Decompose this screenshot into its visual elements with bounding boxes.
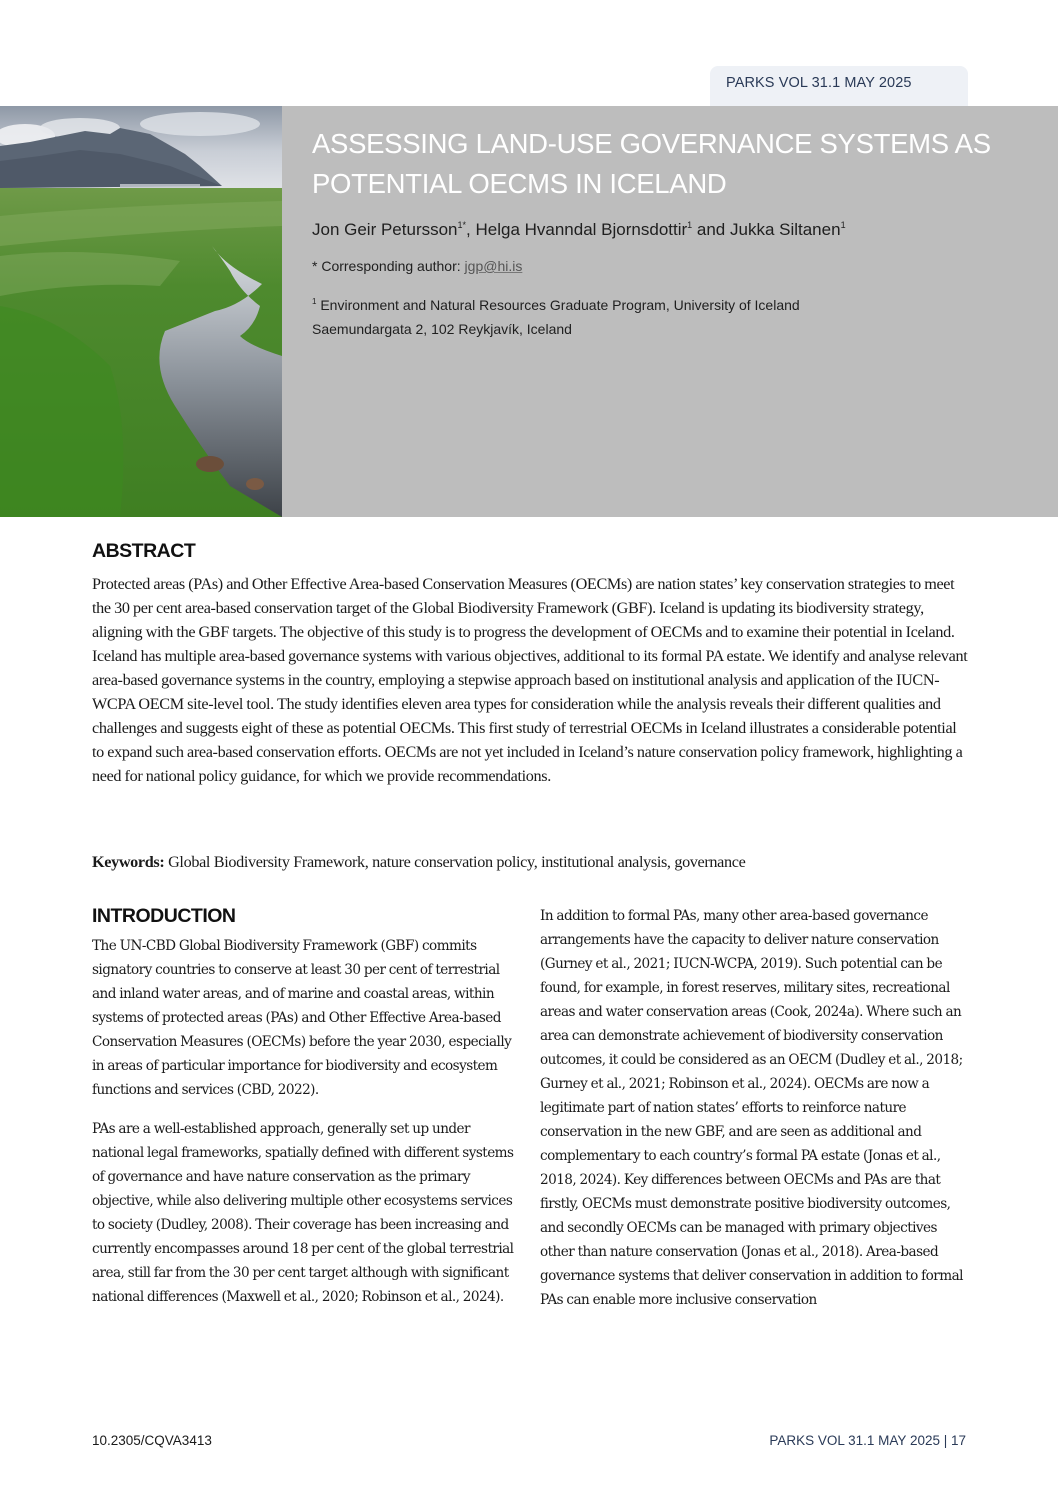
intro-right-column [540,904,972,1394]
journal-issue-tab [710,66,968,108]
author-list [312,220,846,240]
intro-left-column [92,934,522,1394]
intro-right-text [540,904,972,1327]
abstract-body: Protected areas (PAs) and Other Effective Area-based Conservation Measures (OECMs) are nation states’ key conservation strategies to meet the 30 per cent area-based conservation target of the Global Biodiversity Framework (GBF). Iceland is updating its biodiversity strategy, aligning with the GBF targets. The objective of this study is to progress the development of OECMs and to examine their potential in Iceland. Iceland has multiple area-based governance systems with various objectives, additional to its formal PA estate. We identify and analyse relevant area-based governance systems in the country, employing a stepwise approach based on institutional analysis and application of the IUCN-WCPA OECM site-level tool. The study identifies eleven area types for consideration while the analysis reveals their different qualities and challenges and suggests eight of these as potential OECMs. This first study of terrestrial OECMs in Iceland illustrates a considerable potential to expand such area-based conservation efforts. OECMs are not yet included in Iceland’s nature conservation policy framework, highlighting a need for national policy guidance, for which we provide recommendations. [92,575,968,785]
affiliation [312,290,952,341]
author-affiliation-mark: 1 [840,220,846,230]
intro-paragraph: The UN-CBD Global Biodiversity Framework (GBF) commits signatory countries to conserve at least 30 per cent of terrestrial and inland water areas, and of marine and coastal areas, within systems of protected areas (PAs) and Other Effective Area-based Conservation Measures (OECMs) before the year 2030, especially in areas of particular importance for biodiversity and ecosystem functions and services (CBD, 2022). [92,938,512,1098]
corresponding-label: * Corresponding author: [312,258,465,274]
keywords-list: Global Biodiversity Framework, nature conservation policy, institutional analysis, governance [164,853,746,871]
footer-journal-page: PARKS VOL 31.1 MAY 2025 | 17 [769,1433,966,1448]
keywords-label: Keywords: [92,853,165,871]
intro-paragraph: PAs are a well-established approach, generally set up under national legal frameworks, spatially defined with different systems of governance and have nature conservation as the primary objective, while also delivering multiple other ecosystems services to society (Dudley, 2008). Their coverage has been increasing and currently encompasses around 18 per cent of the global terrestrial area, still far from the 30 per cent target although with significant national differences (Maxwell et al., 2020; Robinson et al., 2024). [92,1121,514,1305]
author-name: Jon Geir Petursson [312,220,458,239]
title-line-2: POTENTIAL OECMS IN ICELAND [312,168,727,199]
affiliation-line-2: Saemundargata 2, 102 Reykjavík, Iceland [312,321,572,337]
author-name: Helga Hvanndal Bjornsdottir [475,220,688,239]
abstract-heading: ABSTRACT [92,540,196,562]
title-banner [282,106,1058,517]
affiliation-mark: 1 [312,297,317,306]
corresponding-email-link[interactable]: jgp@hi.is [464,258,523,274]
author-affiliation-mark: 1* [457,220,467,230]
article-title [312,124,1012,204]
introduction-heading: INTRODUCTION [92,905,236,927]
author-separator: , [466,220,476,239]
cover-photo [0,106,282,517]
author-name: Jukka Siltanen [729,220,841,239]
footer-doi: 10.2305/CQVA3413 [92,1433,212,1448]
affiliation-line-1: Environment and Natural Resources Graduate Program, University of Iceland [316,297,800,313]
corresponding-author [312,258,522,274]
intro-paragraph: In addition to formal PAs, many other area-based governance arrangements have the capacity to deliver nature conservation (Gurney et al., 2021; IUCN-WCPA, 2019). Such potential can be found, for example, in forest reserves, military sites, recreational areas and water conservation areas (Cook, 2024a). Where such an area can demonstrate achievement of biodiversity conservation outcomes, it could be considered as an OECM (Dudley et al., 2018; Gurney et al., 2021; Robinson et al., 2024). OECMs are now a legitimate part of nation states’ efforts to reinforce nature conservation in the new GBF, and are seen as additional and complementary to each country’s formal PA estate (Jonas et al., 2018, 2024). Key differences between OECMs and PAs are that firstly, OECMs must demonstrate positive biodiversity outcomes, and secondly OECMs can be managed with primary objectives other than nature conservation (Jonas et al., 2018). Area-based governance systems that deliver conservation in addition to formal PAs can enable more inclusive conservation [540,908,963,1308]
article-hero [0,106,1058,517]
author-affiliation-mark: 1 [687,220,693,230]
title-line-1: ASSESSING LAND-USE GOVERNANCE SYSTEMS AS [312,128,991,159]
keywords [92,850,970,874]
intro-left-text [92,934,522,1324]
author-separator: and [692,220,730,239]
landscape-image [0,106,282,517]
journal-issue-label: PARKS VOL 31.1 MAY 2025 [726,75,912,91]
